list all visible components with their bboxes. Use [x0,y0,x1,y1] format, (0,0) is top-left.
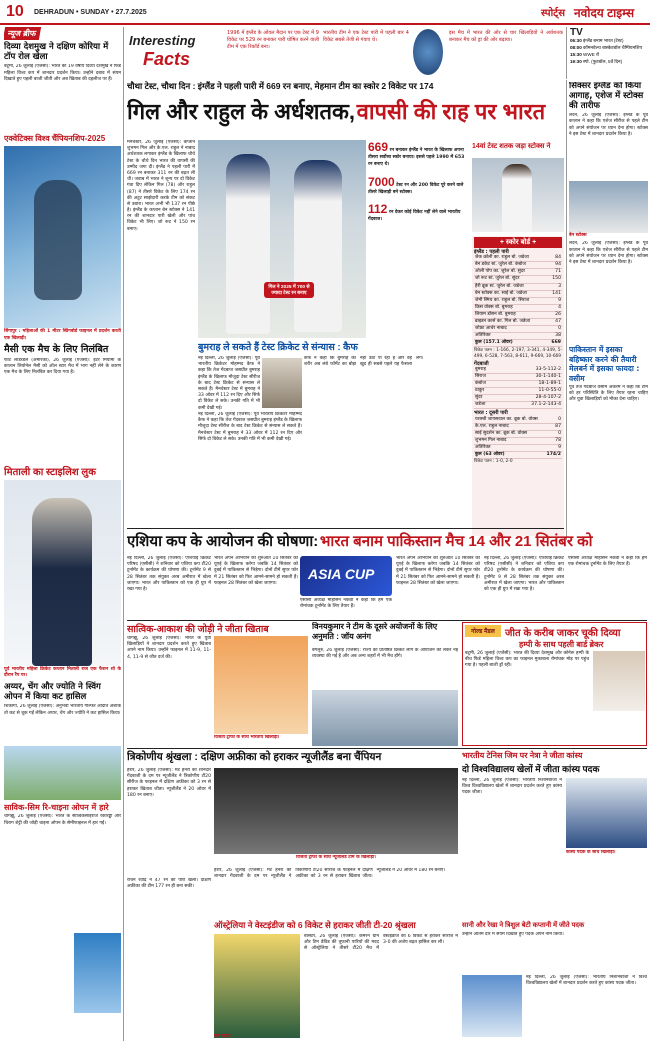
score-value: 11-0-55-0 [499,388,562,395]
score-value: 78 [544,437,562,444]
asia-headline [127,531,647,553]
rahul-figure [294,160,342,332]
score-name: कुल (157.1 ओवर) [474,340,547,347]
tv-show: स्पो. (फुटबॉल, 5वें दिन) [583,58,623,64]
table-row [474,269,562,276]
section-label: स्पोर्ट्स [541,8,565,19]
brief-story2-head: मैसी एक मैच के लिए निलंबित [4,343,109,355]
ws-photo [312,690,458,746]
score-name: यशस्वी जायसवाल का. ब्रूक बो. वोक्स [474,417,544,424]
score-name: शुभमन गिल नाबाद [474,437,544,444]
table-row [474,283,562,290]
score-name: सुंदर [474,395,499,402]
table-row [474,451,562,458]
lead-body-1: मैनचेस्टर, 26 जुलाई (एजेंसी): कप्तान शुभमन गिल और के.एल. राहुल ने नाबाद अर्धशतक लगाकर इंग्लैंड के खिलाफ चौथे टेस्ट के चौथे दिन भारत की वापसी की उम्मीद जगा दी। इंग्लैंड ने पहली पारी में 669 रन बनाकर 311 रन की बढ़त ली थी। [127,140,195,183]
score-value: 0 [544,430,562,437]
score-value: 38 [547,332,562,339]
facts-photo [413,29,443,75]
nz-head: त्रिकोणीय श्रृंखला : दक्षिण अफ्रीका को हराकर न्यूजीलैंड बना चैंपियन [127,751,382,763]
score-name: हैरी ब्रूक स्टं. जुरेल बो. जडेजा [474,283,547,290]
score-name: जेमी स्मिथ का. राहुल बो. सिराज [474,297,547,304]
score-name: बेन स्टोक्स का. साई बो. जडेजा [474,290,547,297]
ws-head: विनयकुमार ने टीम के दूसरे अयोजनों के लिए अनुमति : जॉय अनंग [312,622,438,641]
asia-logo-text: ASIA CUP [308,566,375,582]
golfer-photo [4,746,121,800]
england-fall: विकेट पतन : 1-166, 2-197, 3-341, 4-349, 5-499, 6-528, 7-563, 8-611, 9-669, 10-669 [474,348,562,359]
tv-label: TV [570,27,583,38]
table-row [474,430,562,437]
gold-box [462,622,647,746]
satwik-caption: विजेता ट्रॉफी के साथ भारतीय खिलाड़ी। [214,735,280,740]
score-name: जो रूट स्टं. जुरेल बो. सुंदर [474,276,547,283]
tv-time: 06:30 [570,38,584,43]
score-name: क्रिस वोक्स बो. बुमराह [474,304,547,311]
asia-body3: एसीसी अध्यक्ष मोहसिन नकवी ने कहा कि हम एक रोमांचक टूर्नामेंट के लिए तैयार हैं। [300,598,392,610]
tv-time: 15:30 [570,51,584,57]
tv-show: WWE रॉ [583,51,600,57]
score-name: जडेजा [474,402,499,409]
score-value: 9 [544,444,562,451]
nz-body2: रचिन रवींद्र ने 47 रन की पारी खेली। दक्षिण अफ्रीका की टीम 177 रन ही बना सकी। [127,878,211,890]
nz-body: हरारे, 26 जुलाई (एजेंसी): मैट हेनरी की शानदार गेंदबाजी के दम पर न्यूजीलैंड ने त्रिकोणीय टी20 सीरीज के फाइनल में दक्षिण अफ्रीका को 3 रन से हराकर खिताब जीता। न्यूजीलैंड ने 20 ओवर में 180 रन बनाए। [127,768,211,798]
tv-time: 19:30 [570,58,584,64]
aus-photo [214,934,300,1038]
england-score-table [474,255,562,347]
asia-body4: भारत अपने अभियान की शुरुआत 10 सितंबर को यूएई के खिलाफ करेगा जबकि 14 सितंबर को दुबई में पाकिस्तान से भिड़ेगा। दोनों टीमें सुपर फोर में 21 सितंबर को फिर आमने-सामने हो सकती हैं। फाइनल 28 सितंबर को खेला जाएगा। [396,556,480,586]
table-row [474,290,562,297]
brand-logo: नवोदय टाइम्स [574,6,635,20]
score-value: 28-4-107-2 [499,395,562,402]
table-row [474,444,562,451]
table-row [474,402,562,409]
score-value: 174/2 [544,451,562,458]
fact-3: इस मैच में भारत की ओर से चार खिलाड़ियों ने अर्धशतक बनाकर मैच को ड्रा की ओर बढ़ाया। [449,30,563,43]
table-row [474,381,562,388]
score-value: 0 [544,417,562,424]
gold-head: जीत के करीब जाकर चूकी दिव्या [505,628,621,639]
lead-body [127,140,195,335]
table-row [474,373,562,380]
mid-rule [127,620,647,621]
india-fall: विकेट पतन : 1-0, 2-0 [474,458,513,464]
diving-caption: सिंगापुर : महिलाओं की 1 मीटर स्प्रिंगबोर्ड फाइनल में प्रदर्शन करती एक खिलाड़ी। [4,329,121,341]
score-name: बेन डकेट स्टं. जुरेल बो. कंबोज [474,262,547,269]
brief-story3-text: शिकागो, 26 जुलाई (एजेंसी): अनुभवी भारतीय गोल्फर अदिति अशोक तो कट से चूक गईं लेकिन अय्यर, चेंग और ज्योति ने कट हासिल किया। [4,704,121,716]
tv-show: कॉमनवेल्थ बास्केटबॉल चैम्पियनशिप [583,44,643,50]
score-name: ब्राइडन कार्स का. गिल बो. जडेजा [474,318,547,325]
table-row [474,304,562,311]
brief-label: न्यूज ब्रीफ [4,27,41,40]
nz-team-photo [214,768,458,854]
right-head2: पाकिस्तान में इसका बहिष्कार करने की तैयारी [569,345,637,364]
bihar-body-extra: नई दिल्ली, 26 जुलाई (एजेंसी): भारतीय निशानेबाजों ने विश्व विश्वविद्यालय खेलों में शानदार प्रदर्शन करते हुए कांस्य पदक जीता। [526,975,647,987]
score-value: 94 [547,262,562,269]
stat1-text: रन बनाकर इंग्लैंड ने भारत के खिलाफ अपना तीसरा सर्वोच्च स्कोर बनाया। इससे पहले 1990 में 653 रन बनाए थे। [368,148,465,168]
right-photo-caption: बेन स्टोक्स [569,233,587,239]
fact-1: 1996 में इंग्लैंड के ओवल मैदान पर एक टेस्ट में 9 विकेट पर 529 रन बनाकर पारी घोषित करने वाली टीम में एक रिकॉर्ड बना। [227,30,319,50]
stat3-text: रन देकर कोई विकेट नहीं लेने वाले भारतीय गेंदबाज। [368,209,461,223]
score-name: साई सुदर्शन का. ब्रूक बो. वोक्स [474,430,544,437]
diving-photo [4,146,121,328]
kaif-photo [262,358,302,408]
badminton-photo [74,933,121,1013]
mithali-figure [32,498,92,666]
bihar-photo [566,778,647,848]
gill-figure [226,154,270,334]
right-head2b: मेलबर्न में इसका फायदा : वसीम [569,364,640,383]
gold-body: बटूमी, 26 जुलाई (एजेंसी): भारत की दिव्या देशमुख और कोनेरू हम्पी के बीच फिडे महिला विश्व कप का फाइनल मुकाबला रोमांचक मोड़ पर पहुंच गया है। पहली बाजी ड्रॉ रही। [465,651,589,669]
right-body: लंदन, 26 जुलाई (एजेंसी): इंग्लैंड के पूर्व कप्तान ने कहा कि एशेज सीरीज से पहले टीम को अपने संयोजन पर ध्यान देना होगा। स्टोक्स ने इस टेस्ट में शानदार प्रदर्शन किया है। [569,113,648,137]
right-head: सिक्सर इंग्लैंड को किया आगाह, एशेज में स्टोक्स की तारीफ [569,82,644,111]
page-header [0,0,650,24]
tv-item [570,38,648,45]
score-value: 47 [547,318,562,325]
score-name: कंबोज [474,381,499,388]
score-name: बुमराह [474,367,499,374]
score-value: 9 [547,297,562,304]
score-value: 669 [547,340,562,347]
right-column [569,82,648,538]
facts-logo-bottom: Facts [143,49,191,69]
tv-schedule [566,27,648,79]
brief-story4-text: चांगझू, 26 जुलाई (एजेंसी): भारत के सात्विकसाईराज रंकीरेड्डी और चिराग शेट्टी की जोड़ी चाइना ओपन के सेमीफाइनल में हार गई। [4,814,121,826]
bowling-head: गेंदबाजी [474,360,489,367]
brief-story3-head: अय्यर, चेंग और ज्योति ने स्विंग ओपन में किया कट हासिल [4,682,101,703]
right-photo [569,181,648,233]
brief-column [4,27,121,1041]
asia-head-b: भारत बनाम पाकिस्तान मैच 14 और 21 सितंबर को [319,533,593,550]
tv-item [570,52,648,59]
table-row [474,332,562,339]
score-name: के.एल. राहुल नाबाद [474,423,544,430]
lower-rule [127,748,647,749]
ws-body: बेंगलुरु, 26 जुलाई (एजेंसी): राज्य की प्रतिष्ठित क्रिकेट लीग के आयोजन को लेकर नई व्यवस्था की गई है और अब अन्य शहरों में भी मैच होंगे। [312,648,458,660]
table-row [474,437,562,444]
lead-body-2: जवाब में भारत ने शून्य पर दो विकेट गंवा दिए लेकिन गिल (78) और राहुल (87) ने तीसरे विकेट के लिए 174 रन की अटूट साझेदारी करके टीम को संकट से उबारा। भारत अभी भी 137 रन पीछे है। [127,177,195,214]
bihar-body3: उन्होंने अंतिम दौर में संयम दिखाते हुए पदक अपने नाम किया। [462,932,564,937]
aus-head: ऑस्ट्रेलिया ने वेस्टइंडीज को 6 विकेट से हराकर जीती टी-20 श्रृंखला [214,920,416,930]
lead-kicker: चौथा टेस्ट, चौथा दिन : इंग्लैंड ने पहली पारी में 669 रन बनाए, मेहमान टीम का स्कोर 2 विकेट पर 174 [127,81,434,91]
bumrah-body-extra: नई दिल्ली, 26 जुलाई (एजेंसी): पूर्व भारतीय क्रिकेटर मोहम्मद कैफ ने कहा कि तेज गेंदबाज जसप्रीत बुमराह इंग्लैंड के खिलाफ मौजूदा टेस्ट सीरीज के बाद टेस्ट क्रिकेट से संन्यास ले सकते हैं। मैनचेस्टर टेस्ट में बुमराह ने 33 ओवर में 112 रन दिए और सिर्फ दो विकेट ले सके। उनकी गति में भी कमी देखी गई। [198,412,302,442]
facts-logo-top: Interesting [129,33,196,48]
india-innings-head: भारत : दूसरी पारी [474,410,508,417]
table-row [474,297,562,304]
score-value: 30-1-140-1 [499,373,562,380]
asia-cup-logo [300,556,392,596]
score-value: 141 [547,290,562,297]
bihar-head: भारतीय टेनिस जिम पर नेत्रा ने जीता कांस्य [462,751,583,760]
score-name: जोफ्रा आर्चर नाबाद [474,325,547,332]
stokes-figure [502,164,532,232]
score-value: 26 [547,311,562,318]
bihar-head2: दो विश्वविद्यालय खेलों में जीता कांस्य पदक [462,764,600,774]
tv-show: इंग्लैंड बनाम भारत (टेस्ट) [583,38,624,43]
bihar-head3: सानी और रेखा ने त्रिशुल बेटी कप्तानी में जीते पदक [462,922,585,929]
asia-top-rule [127,528,564,529]
score-value: 71 [547,269,562,276]
satwik-head: सात्विक-आकाश की जोड़ी ने जीता खिताब [127,624,269,635]
gold-sub: हम्पी के साथ पहली बार्ड ब्रेकर [519,640,604,649]
lead-headline-b: वापसी की राह पर भारत [356,99,546,124]
lead-headline-a: गिल और राहुल के अर्धशतक, [127,99,355,124]
nz-caption: विजेता ट्रॉफी के साथ न्यूजीलैंड टीम के खिलाड़ी। [296,855,376,860]
gold-label: गोल्ड मैडल [465,625,501,637]
page-number: 10 [6,3,24,20]
fact-2: भारतीय टीम ने एक टेस्ट पारी में पहली बार 4 विकेट सबसे तेजी से गंवाए थे। [323,30,409,43]
brief-story1-head: दिव्या देशमुख ने दक्षिण कोरिया में टॉप रोल खेला [4,42,109,63]
lead-headline [127,96,564,132]
tv-time: 08:00 [570,44,584,50]
nz-body-extra: हरारे, 26 जुलाई (एजेंसी): मैट हेनरी की शानदार गेंदबाजी के दम पर न्यूजीलैंड ने त्रिकोणीय टी20 सीरीज के फाइनल में दक्षिण अफ्रीका को 3 रन से हराकर खिताब जीता। न्यूजीलैंड ने 20 ओवर में 180 रन बनाए। [214,868,446,880]
facts-banner [127,27,564,79]
scorecard-title: + स्कोर बोर्ड + [474,237,562,248]
mithali-photo [4,480,121,666]
tv-list [570,38,648,66]
score-value: 37.1-2-143-4 [499,402,562,409]
stat1-num: 669 [368,140,389,154]
bumrah-head: बुमराह ले सकते हैं टेस्ट क्रिकेट से संन्यास : कैफ [198,342,358,353]
score-name: ठाकुर [474,388,499,395]
score-value: 18-1-89-1 [499,381,562,388]
asia-body2: भारत अपने अभियान की शुरुआत 10 सितंबर को यूएई के खिलाफ करेगा जबकि 14 सितंबर को दुबई में पाकिस्तान से भिड़ेगा। दोनों टीमें सुपर फोर में 21 सितंबर को फिर आमने-सामने हो सकती हैं। फाइनल 28 सितंबर को खेला जाएगा। [214,556,298,586]
table-row [474,318,562,325]
mithali-caption: पूर्व भारतीय महिला क्रिकेट कप्तान मिताली राज एक फैशन शो के दौरान रैंप पर। [4,666,121,678]
lead-stats [368,140,470,338]
tv-item [570,45,648,52]
bumrah-body2: कैफ ने कहा कि बुमराह का शरीर अब लंबे फॉर्मेट का बोझ नहीं उठा पा रहा है और वह खुद ही सबसे पहले यह फैसला लेंगे। [304,356,424,368]
asia-body6: एसीसी अध्यक्ष मोहसिन नकवी ने कहा कि हम एक रोमांचक टूर्नामेंट के लिए तैयार हैं। [568,556,647,568]
right-body-extra: लंदन, 26 जुलाई (एजेंसी): इंग्लैंड के पूर्व कप्तान ने कहा कि एशेज सीरीज से पहले टीम को अपने संयोजन पर ध्यान देना होगा। स्टोक्स ने इस टेस्ट में शानदार प्रदर्शन किया है। [569,241,648,266]
asia-head-a: एशिया कप के आयोजन की घोषणा: [127,533,319,550]
table-row [474,395,562,402]
stokes-photo [472,158,564,232]
aus-body: बासेटेरे, 26 जुलाई (एजेंसी): कैमरन ग्रीन और टिम डेविड की तूफानी पारियों की मदद से ऑस्ट्रेलिया ने तीसरे टी20 मैच में वेस्टइंडीज को 6 विकेट से हराकर सीरीज में 3-0 की अजेय बढ़त हासिल कर ली। [304,934,458,952]
score-value: 33-5-112-2 [499,367,562,374]
score-name: अतिरिक्त [474,444,544,451]
diver-figure [34,180,82,300]
score-value: 84 [547,255,562,262]
lead-body-3: इंग्लैंड के कप्तान बेन स्टोक्स ने 141 रन की शानदार पारी खेली और पांच विकेट भी लिए। जो रूट ने 150 रन बनाए। [127,208,195,232]
asia-body: नई दिल्ली, 26 जुलाई (एजेंसी): एशियाई क्रिकेट परिषद (एसीसी) ने शनिवार को एशिया कप टी20 टूर्नामेंट के कार्यक्रम की घोषणा की। टूर्नामेंट 9 से 28 सितंबर तक संयुक्त अरब अमीरात में खेला जाएगा। भारत और पाकिस्तान को एक ही ग्रुप में रखा गया है। [127,556,211,592]
bihar-caption: कांस्य पदक के साथ खिलाड़ी। [566,850,616,855]
score-name: लियाम डॉसन बो. बुमराह [474,311,547,318]
brief-story2-text: फोर्ट लॉडरडेल (अमेरिका), 26 जुलाई (एजेंसी): इंटर मियामी के कप्तान लियोनेल मैसी को ऑल स्टार मैच में भाग नहीं लेने के कारण एक मैच के लिए निलंबित कर दिया गया है। [4,357,121,376]
asia-body5: नई दिल्ली, 26 जुलाई (एजेंसी): एशियाई क्रिकेट परिषद (एसीसी) ने शनिवार को एशिया कप टी20 टूर्नामेंट के कार्यक्रम की घोषणा की। टूर्नामेंट 9 से 28 सितंबर तक संयुक्त अरब अमीरात में खेला जाएगा। भारत और पाकिस्तान को एक ही ग्रुप में रखा गया है। [484,556,564,592]
edition-line: DEHRADUN • SUNDAY • 27.7.2025 [34,9,147,16]
stat2-text: टेस्ट रन और 200 विकेट पूरे करने वाले तीसरे खिलाड़ी बने स्टोक्स। [368,182,464,195]
bihar-body: नई दिल्ली, 26 जुलाई (एजेंसी): भारतीय निशानेबाजों ने विश्व विश्वविद्यालय खेलों में शानदार प्रदर्शन करते हुए कांस्य पदक जीता। [462,778,562,796]
india-score-table [474,417,562,459]
bowling-table [474,367,562,409]
brief-story4-head: साविक-सिम रि-चाइना ओपन में हारे [4,803,109,813]
right-col-divider [566,80,567,540]
brief-divider [123,27,124,1041]
satwik-photo [214,636,308,734]
score-name: अतिरिक्त [474,332,547,339]
divya-photo [593,651,645,711]
bumrah-body: नई दिल्ली, 26 जुलाई (एजेंसी): पूर्व भारतीय क्रिकेटर मोहम्मद कैफ ने कहा कि तेज गेंदबाज जसप्रीत बुमराह इंग्लैंड के खिलाफ मौजूदा टेस्ट सीरीज के बाद टेस्ट क्रिकेट से संन्यास ले सकते हैं। मैनचेस्टर टेस्ट में बुमराह ने 33 ओवर में 112 रन दिए और सिर्फ दो विकेट ले सके। उनकी गति में भी कमी देखी गई। [198,356,260,411]
scorecard [472,236,564,536]
table-row [474,325,562,332]
stat3-num: 112 [368,201,388,216]
table-row [474,276,562,283]
score-value: 3 [547,283,562,290]
score-value: 4 [547,304,562,311]
bihar-photo2 [462,975,522,1037]
score-value: 150 [547,276,562,283]
header-rule [0,23,650,25]
right-body2: पूर्व तेज गेंदबाज वसीम अकरम ने कहा कि टीम को हर परिस्थिति के लिए तैयार रहना चाहिए और युवा खिलाड़ियों को मौका देना चाहिए। [569,384,648,403]
style-label: मिताली का स्टाइलिश लुक [4,466,96,478]
table-row [474,340,562,347]
aus-caption: टिम डेविड [214,1034,231,1039]
table-row [474,423,562,430]
century-head: 14वां टेस्ट शतक जड़ा स्टोक्स ने [472,143,551,150]
gill-tag: गिल ने 2025 में 700 से ज्यादा टेस्ट रन बनाए [264,282,314,298]
lead-photo [198,140,366,338]
score-value: 87 [544,423,562,430]
score-name: सिराज [474,373,499,380]
tv-item [570,59,648,66]
table-row [474,311,562,318]
event-label: एक्वेटिक्स विश्व चैंपियनशिप-2025 [4,134,106,144]
table-row [474,388,562,395]
score-name: जैक क्रॉली का. राहुल बो. जडेजा [474,255,547,262]
score-name: ओली पोप का. जुरेल बो. सुंदर [474,269,547,276]
satwik-body: चांगझू, 26 जुलाई (एजेंसी): भारत के युवा खिलाड़ियों ने शानदार प्रदर्शन करते हुए खिताब अपने नाम किया। उन्होंने फाइनल में 11-9, 11-4, 11-9 से जीत दर्ज की। [127,636,211,660]
score-value: 0 [547,325,562,332]
score-name: कुल (63 ओवर) [474,451,544,458]
table-row [474,262,562,269]
england-innings-head: इंग्लैंड : पहली पारी [474,249,509,255]
brief-story1-text: बटूमी, 26 जुलाई (एजेंसी): भारत की 19 वर्षीय दिव्या देशमुख ने फिडे महिला विश्व कप में शानदार प्रदर्शन किया। उन्होंने दबाव में संयम दिखाते हुए पहली बाजी जीती और अब खिताब की दहलीज पर हैं। [4,64,121,82]
stat2-num: 7000 [368,174,395,189]
